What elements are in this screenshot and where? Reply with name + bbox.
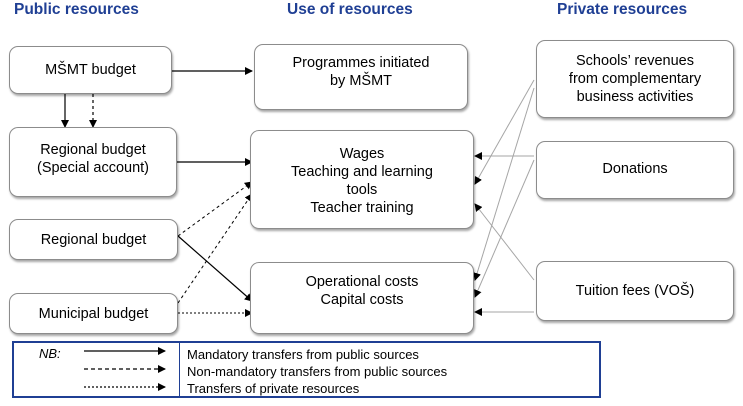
box-line: Regional budget [40, 231, 147, 248]
legend [12, 341, 601, 398]
box-line: (Special account) [36, 160, 150, 176]
box-line: Tuition fees (VOŠ) [575, 283, 695, 299]
box-line: Programmes initiated [292, 55, 430, 71]
legend-item-non-mandatory: Non-mandatory transfers from public sources [187, 364, 448, 379]
legend-nb-label: NB: [39, 346, 61, 361]
arrow-regional-to-wages [178, 182, 252, 236]
box-line: business activities [576, 89, 694, 105]
regional-special-box [9, 127, 177, 197]
arrow-schools-to-operational [475, 88, 534, 280]
box-line: tools [346, 182, 378, 198]
legend-divider [179, 343, 180, 396]
public-resources-header: Public resources [14, 1, 139, 18]
box-line: Teacher training [310, 200, 414, 216]
box-line: Capital costs [320, 292, 404, 308]
programmes-box [254, 44, 468, 110]
municipal-budget-box [9, 293, 178, 334]
box-line: by MŠMT [329, 73, 393, 89]
donations-box [536, 141, 734, 199]
arrow-schools-to-wages [475, 80, 534, 184]
box-line: Donations [602, 161, 668, 177]
regional-budget-box [9, 219, 178, 260]
box-line: Wages [339, 146, 385, 162]
box-line: Operational costs [305, 274, 419, 290]
arrow-tuition-to-wages [475, 204, 534, 280]
box-line: MŠMT budget [45, 62, 136, 78]
use-of-resources-header: Use of resources [287, 1, 413, 18]
box-line: Schools’ revenues [576, 53, 694, 69]
legend-item-mandatory: Mandatory transfers from public sources [187, 347, 419, 362]
arrow-donations-to-operational [475, 160, 534, 297]
schools-revenues-box [536, 40, 734, 118]
box-line: Teaching and learning [291, 164, 433, 180]
wages-box [250, 130, 474, 229]
private-resources-header: Private resources [557, 1, 688, 18]
box-line: Municipal budget [38, 305, 149, 322]
tuition-fees-box [536, 261, 734, 321]
arrow-regional-to-operational [178, 236, 252, 301]
operational-box [250, 262, 474, 334]
box-line: from complementary [568, 71, 702, 87]
arrow-municipal-to-wages [178, 194, 252, 303]
box-line: Regional budget [40, 142, 146, 158]
legend-item-private: Transfers of private resources [187, 381, 360, 396]
msmt-budget-box [9, 46, 172, 94]
